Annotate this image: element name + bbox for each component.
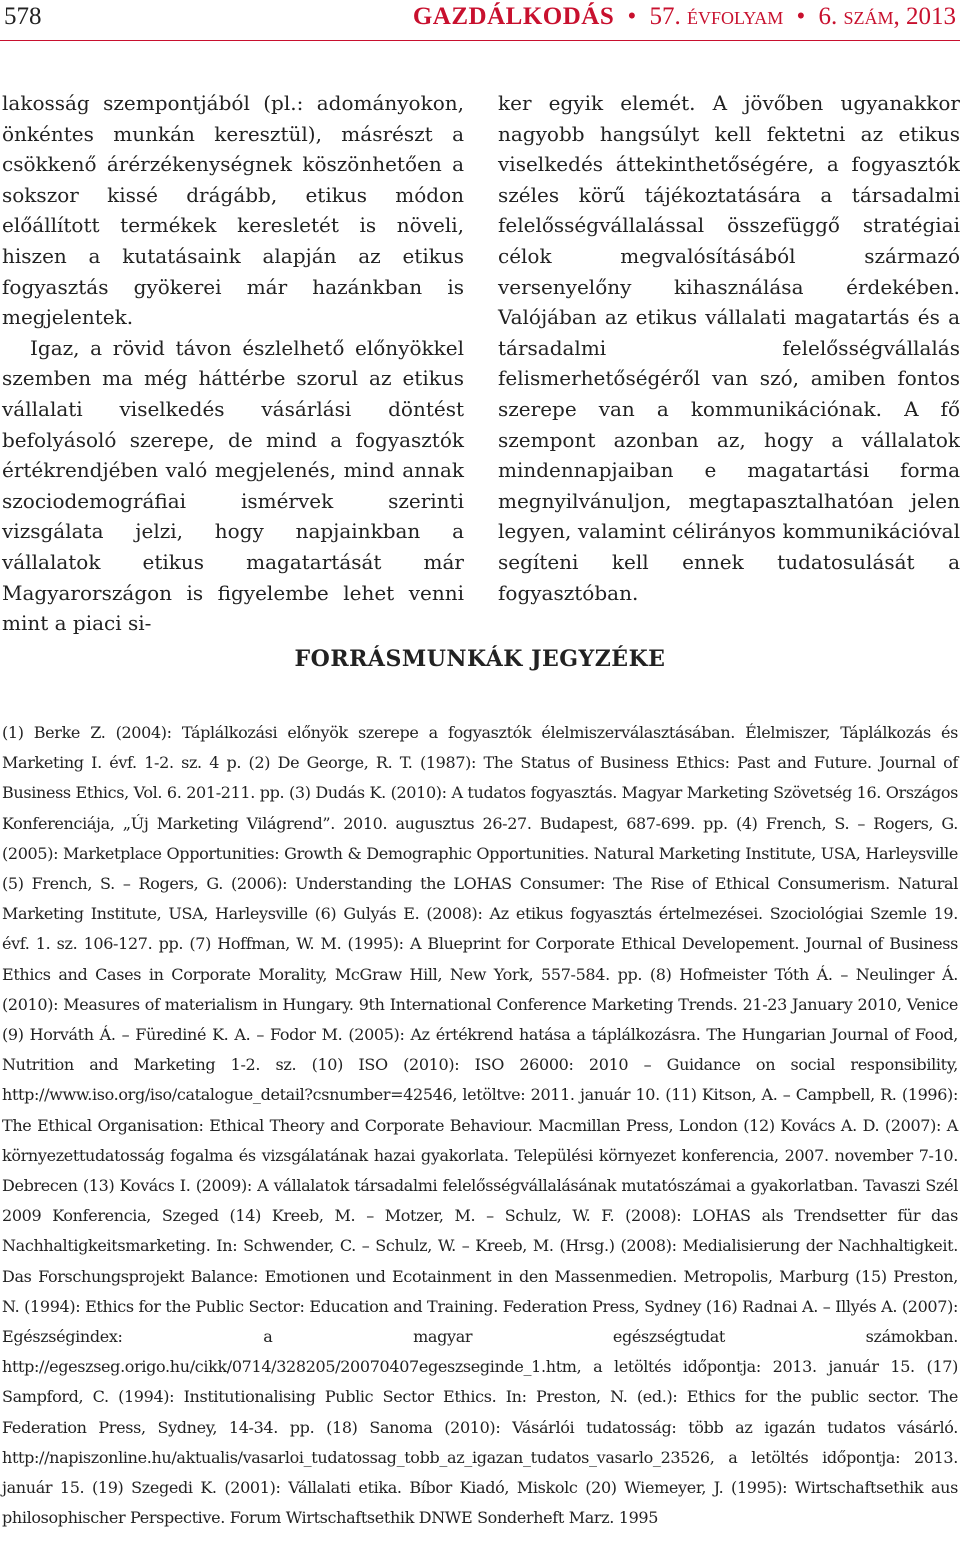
reference-item: (15) Preston, N. (1994): Ethics for the Public Sector: Education and Training. Federation Press, Sydney: [2, 1266, 958, 1316]
bullet-separator-icon: •: [627, 3, 637, 30]
reference-item: (13) Kovács I. (2009): A vállalatok társadalmi felelősségvállalásának mutatószámai a gyakorlatban. Tavaszi Szél 2009 Konferencia, Szeged: [2, 1176, 958, 1226]
body-column-left: [2, 88, 464, 639]
bullet-separator-icon: •: [796, 3, 806, 30]
issue-word: szám,: [843, 3, 900, 30]
reference-item: (4) French, S. – Rogers, G. (2005): Marketplace Opportunities: Growth & Demographic Opportunities. Natural Marketing Institute, USA, Harleysville: [2, 813, 958, 863]
reference-item: (3) Dudás K. (2010): A tudatos fogyasztás. Magyar Marketing Szövetség 16. Országos Konferenciája, „Új Marketing Világrend”. 2010. augusztus 26-27. Budapest, 687-699. pp.: [2, 783, 959, 833]
body-paragraph: ker egyik elemét. A jövőben ugyanakkor nagyobb hangsúlyt kell fektetni az etikus viselkedés áttekinthetőségére, a fogyasztók széles körű tájékoztatására a társadalmi felelősségvállalással összefüggő stratégiai célok megvalósításából származó versenyelőny kihasználása érdekében. Valójában az etikus vállalati magatartás és a társadalmi felelősségvállalás felismerhetőségéről van szó, amiben fontos szerepe van a kommunikációnak. A fő szempont azonban az, hogy a vállalatok mindennapjaiban e magatartási forma megnyilvánuljon, megtapasztalhatóan jelen legyen, valamint célirányos kommunikációval segíteni kell ennek tudatosulását a fogyasztóban.: [498, 91, 960, 605]
reference-item: (12) Kovács A. D. (2007): A környezettudatosság fogalma és vizsgálatának hazai gyakorlata. Települési környezet konferencia, 2007. november 7-10. Debrecen: [2, 1115, 958, 1196]
reference-item: (1) Berke Z. (2004): Táplálkozási előnyök szerepe a fogyasztók élelmiszerválasztásában. Élelmiszer, Táplálkozás és Marketing I. évf. 1-2. sz. 4 p.: [2, 723, 958, 773]
body-column-right: [498, 88, 960, 608]
body-paragraph: lakosság szempontjából (pl.: adományokon, önkéntes munkán keresztül), másrészt a csökkenő árérzékenységnek köszönhetően a sokszor kissé drágább, etikus módon előállított termékek keresletét is növeli, hiszen a kutatásaink alapján az etikus fogyasztás gyökerei már hazánkban is megjelentek.: [2, 91, 464, 330]
reference-item: (5) French, S. – Rogers, G. (2006): Understanding the LOHAS Consumer: The Rise of Ethical Consumerism. Natural Marketing Institute, USA, Harleysville: [2, 874, 958, 924]
reference-item: (7) Hoffman, W. M. (1995): A Blueprint for Corporate Ethical Developement. Journal of Business Ethics and Cases in Corporate Morality, McGraw Hill, New York, 557-584. pp.: [2, 934, 958, 984]
reference-item: (19) Szegedi K. (2001): Vállalati etika. Bíbor Kiadó, Miskolc: [92, 1478, 586, 1498]
body-paragraph: Igaz, a rövid távon észlelhető előnyökkel szemben ma még háttérbe szorul az etikus vállalati viselkedés vásárlási döntést befolyásoló szerepe, de mind a fogyasztók értékrendjében való megjelenés, mind annak szociodemográfiai ismérvek szerinti vizsgálata jelzi, hogy napjainkban a vállalatok etikus magatartását már Magyarországon is figyelembe lehet venni mint a piaci si-: [2, 335, 464, 636]
year: 2013: [906, 3, 956, 30]
reference-item: (6) Gulyás E. (2008): Az etikus fogyasztás értelmezései. Szociológiai Szemle 19. évf. 1. sz. 106-127. pp.: [2, 904, 958, 954]
references-title: FORRÁSMUNKÁK JEGYZÉKE: [294, 646, 666, 672]
reference-item: (14) Kreeb, M. – Motzer, M. – Schulz, W. F. (2008): LOHAS als Trendsetter für das Nachhaltigkeitsmarketing. In: Schwender, C. – Schulz, W. – Kreeb, M. (Hrsg.) (2008): Medialisierung der Nachhaltigkeit. Das Forschungsprojekt Balance: Emotionen und Ecotainment in den Massenmedien. Metropolis, Marburg: [2, 1206, 958, 1286]
reference-item: (18) Sanoma (2010): Vásárlói tudatosság: több az igazán tudatos vásárló. http://napiszonline.hu/aktualis/vasarloi_tudatossag_tobb_az_igazan_tudatos_vasarlo_23526, a letöltés időpontja: 2013. január 15.: [2, 1417, 958, 1498]
issue-number: 6.: [818, 3, 838, 30]
reference-item: (11) Kitson, A. – Campbell, R. (1996): The Ethical Organisation: Ethical Theory and Corporate Behaviour. Macmillan Press, London: [2, 1085, 958, 1135]
reference-item: (17) Sampford, C. (1994): Institutionalising Public Sector Ethics. In: Preston, N. (ed.): Ethics for the public sector. The Federation Press, Sydney, 14-34. pp.: [2, 1357, 958, 1437]
reference-item: (16) Radnai A. – Illyés A. (2007): Egészségindex: a magyar egészségtudat számokban. http://egeszseg.origo.hu/cikk/0714/328205/20070407egeszseginde_1.htm, a letöltés időpontja: 2013. január 15.: [2, 1296, 958, 1377]
volume-word: évfolyam: [687, 3, 784, 30]
page-number: 578: [4, 3, 42, 30]
journal-name: GAZDÁLKODÁS: [412, 3, 615, 30]
reference-item: (8) Hofmeister Tóth Á. – Neulinger Á. (2010): Measures of materialism in Hungary. 9th International Conference Marketing Trends. 21-23 January 2010, Venice: [2, 964, 958, 1014]
reference-item: (2) De George, R. T. (1987): The Status of Business Ethics: Past and Future. Journal of Business Ethics, Vol. 6. 201-211. pp.: [2, 753, 958, 803]
reference-list: [2, 718, 958, 1533]
volume-number: 57.: [649, 3, 681, 30]
header-rule: [0, 40, 960, 41]
reference-item: (20) Wiemeyer, J. (1995): Wirtschaftsethik aus philosophischer Perspective. Forum Wirtschaftsethik DNWE Sonderheft Marz. 1995: [2, 1478, 958, 1528]
running-header: [0, 0, 960, 40]
reference-item: (10) ISO (2010): ISO 26000: 2010 – Guidance on social responsibility, http://www.iso.org/iso/catalogue_detail?csnumber=42546, letöltve: 2011. január 10.: [2, 1055, 959, 1105]
journal-citation: [413, 3, 956, 31]
reference-item: (9) Horváth Á. – Fürediné K. A. – Fodor M. (2005): Az értékrend hatása a táplálkozásra. The Hungarian Journal of Food, Nutrition and Marketing 1-2. sz.: [2, 1025, 958, 1075]
